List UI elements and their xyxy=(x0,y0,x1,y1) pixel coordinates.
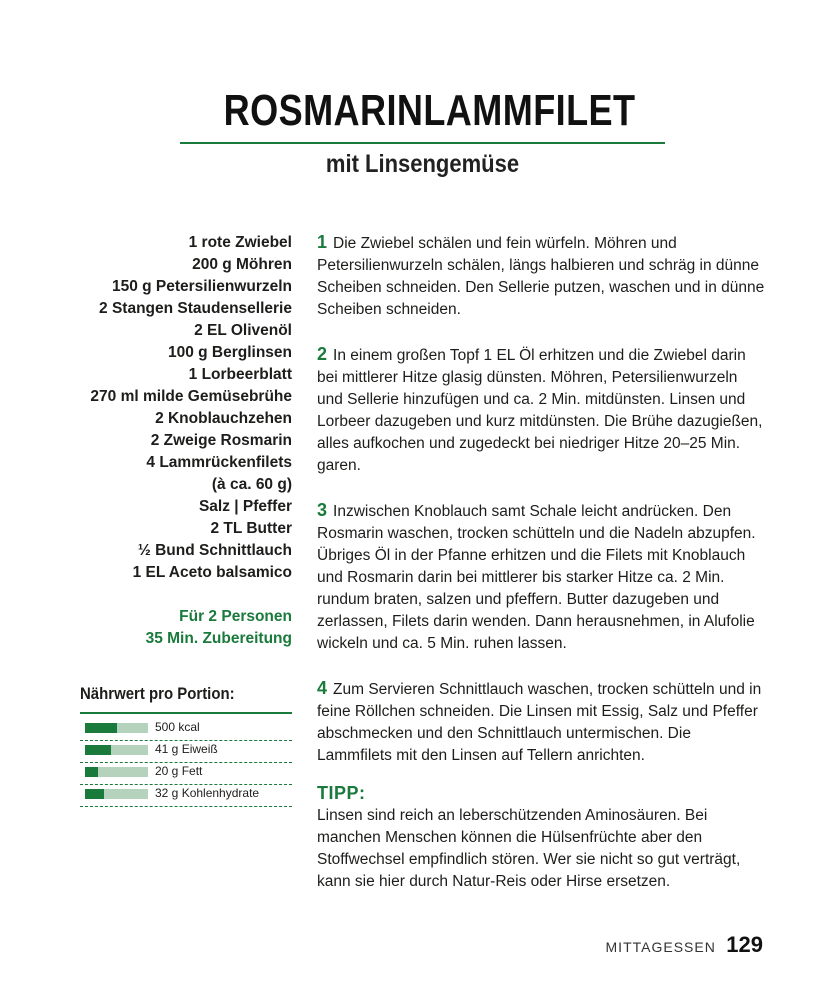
step-1 xyxy=(317,231,767,321)
yield-info xyxy=(146,606,292,650)
ingredient-item: 270 ml milde Gemüsebrühe xyxy=(90,388,292,405)
nutrition-divider xyxy=(80,712,292,714)
ingredient-item: 2 TL Butter xyxy=(210,520,292,537)
ingredient-item: 2 Stangen Staudensellerie xyxy=(99,300,292,317)
nutrition-row-kcal xyxy=(80,718,292,740)
nutrition-bar-fill xyxy=(85,767,98,777)
ingredient-item: 150 g Petersilienwurzeln xyxy=(111,278,292,295)
step-text: Inzwischen Knoblauch samt Schale leicht andrücken. Den Rosmarin waschen, trocken schütteln und die Nadeln abzupfen. Übriges Öl in der Pfanne erhitzen und die Filets mit Knoblauch und Rosmarin darin bei mittlerer bis starker Hitze ca. 2 Min. rundum braten, salzen und pfeffern. Butter dazugeben und zerlassen, Filets darin wenden. Dann herausnehmen, in Alufolie wickeln und ca. 5 Min. ruhen lassen. xyxy=(317,503,756,652)
nutrition-bar xyxy=(85,789,148,799)
ingredient-item: ½ Bund Schnittlauch xyxy=(137,542,292,559)
ingredient-item: 1 rote Zwiebel xyxy=(188,234,292,251)
ingredient-item: 1 EL Aceto balsamico xyxy=(132,564,292,581)
ingredient-item: Salz | Pfeffer xyxy=(198,498,292,515)
nutrition-label: 20 g Fett xyxy=(155,764,203,778)
step-2 xyxy=(317,343,767,477)
ingredient-item: 2 Zweige Rosmarin xyxy=(150,432,292,449)
nutrition-row-fat xyxy=(80,762,292,784)
page-number: 129 xyxy=(726,932,763,957)
instruction-steps xyxy=(317,231,767,789)
nutrition-title: Nährwert pro Portion: xyxy=(80,684,235,703)
nutrition-label: 41 g Eiweiß xyxy=(155,742,218,756)
ingredient-item: 200 g Möhren xyxy=(192,256,292,273)
nutrition-bar xyxy=(85,723,148,733)
ingredient-item: (à ca. 60 g) xyxy=(211,476,292,493)
ingredient-item: 2 Knoblauchzehen xyxy=(155,410,292,427)
servings-text: Für 2 Personen xyxy=(179,608,292,625)
nutrition-bar xyxy=(85,767,148,777)
ingredient-item: 4 Lammrückenfilets xyxy=(146,454,292,471)
recipe-subtitle: mit Linsengemüse xyxy=(325,150,520,178)
ingredient-item: 1 Lorbeerblatt xyxy=(188,366,292,383)
tip-heading: TIPP: xyxy=(317,783,366,803)
nutrition-row-carbs xyxy=(80,784,292,806)
recipe-title: ROSMARINLAMMFILET xyxy=(223,86,636,135)
page-footer xyxy=(606,932,763,958)
nutrition-bar-fill xyxy=(85,789,104,799)
ingredient-list xyxy=(90,232,292,584)
nutrition-label: 500 kcal xyxy=(155,720,200,734)
step-number: 1 xyxy=(317,232,328,252)
step-number: 3 xyxy=(317,500,328,520)
nutrition-separator xyxy=(80,806,292,807)
tip-text: Linsen sind reich an leberschützenden Aminosäuren. Bei manchen Menschen können die Hülsenfrüchte aber den Stoffwechsel empfindlich stören. Wer sie nicht so gut verträgt, kann sie hier durch Natur-Reis oder Hirse ersetzen. xyxy=(317,807,741,890)
nutrition-bar xyxy=(85,745,148,755)
step-number: 2 xyxy=(317,344,328,364)
step-3 xyxy=(317,499,767,655)
step-4 xyxy=(317,677,767,767)
ingredient-item: 100 g Berglinsen xyxy=(167,344,292,361)
step-text: In einem großen Topf 1 EL Öl erhitzen und die Zwiebel darin bei mittlerer Hitze glasig dünsten. Möhren, Petersilienwurzeln und Sellerie hinzufügen und ca. 2 Min. mitdünsten. Linsen und Lorbeer dazugeben und kurz mitdünsten. Die Brühe dazugießen, alles aufkochen und zugedeckt bei niedriger Hitze 20–25 Min. garen. xyxy=(317,347,763,474)
step-text: Zum Servieren Schnittlauch waschen, trocken schütteln und in feine Röllchen schneiden. Die Linsen mit Essig, Salz und Pfeffer abschmecken und den Schnittlauch untermischen. Die Lammfilets mit den Linsen auf Tellern anrichten. xyxy=(317,681,762,764)
prep-time-text: 35 Min. Zubereitung xyxy=(145,630,292,647)
nutrition-label: 32 g Kohlenhydrate xyxy=(155,786,260,800)
nutrition-bar-fill xyxy=(85,723,117,733)
title-divider xyxy=(180,142,665,144)
nutrition-bar-fill xyxy=(85,745,111,755)
step-number: 4 xyxy=(317,678,328,698)
ingredient-item: 2 EL Olivenöl xyxy=(194,322,292,339)
step-text: Die Zwiebel schälen und fein würfeln. Möhren und Petersilienwurzeln schälen, längs halbieren und schräg in dünne Scheiben schneiden. Den Sellerie putzen, waschen und in dünne Scheiben schneiden. xyxy=(317,235,765,318)
section-name: MITTAGESSEN xyxy=(605,939,716,955)
nutrition-row-protein xyxy=(80,740,292,762)
